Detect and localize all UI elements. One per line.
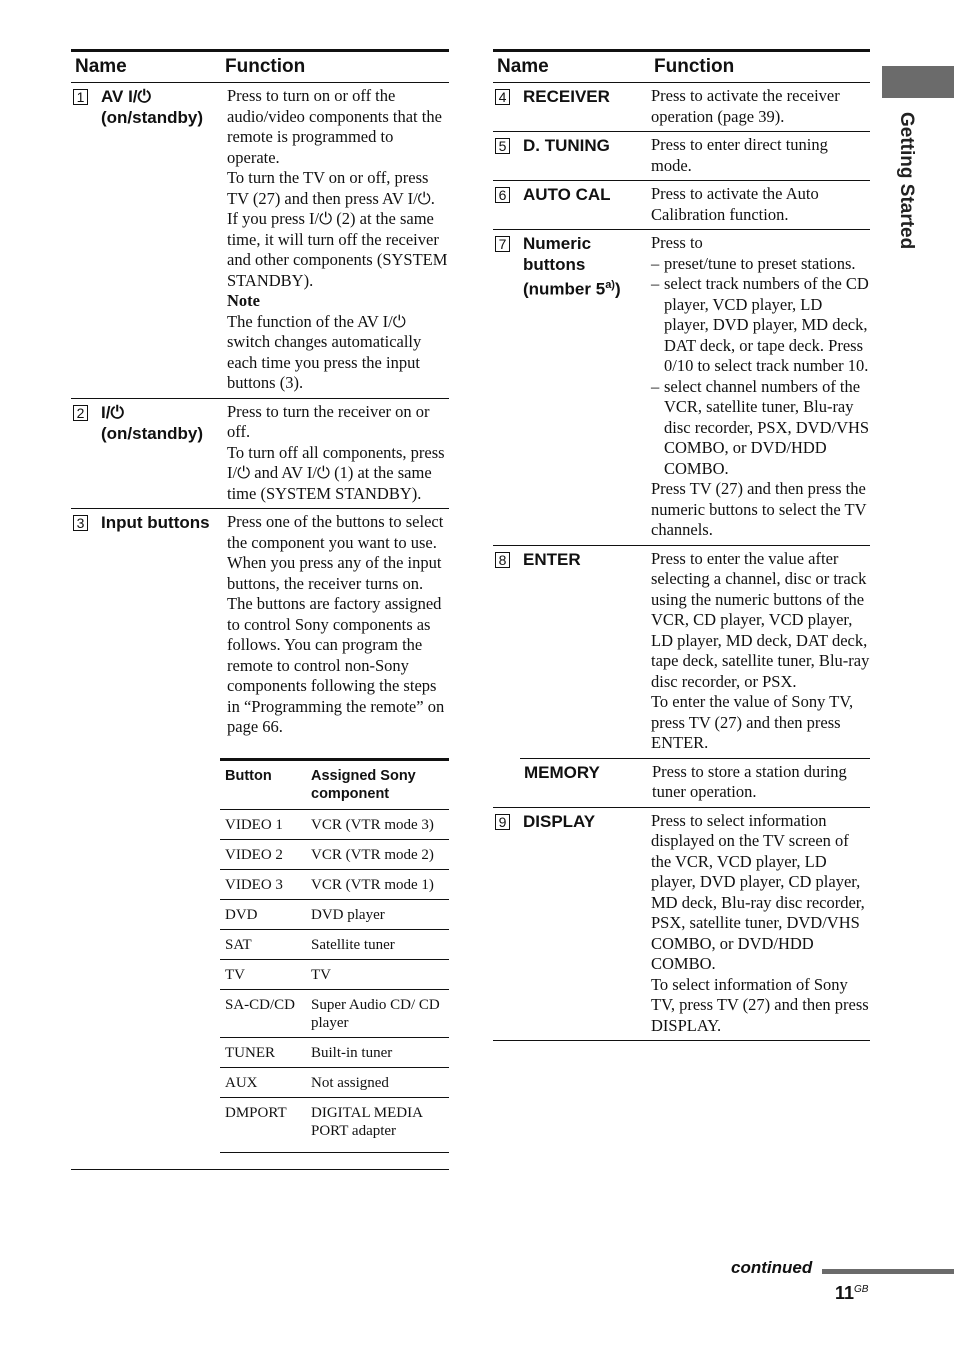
subtable-row [220,990,449,1038]
section-tab [882,66,954,98]
item-function [637,811,870,1037]
table-row [493,83,870,132]
callout-number: 8 [495,552,510,568]
subtable-header [220,758,449,810]
callout-number: 7 [495,236,510,252]
subtable-row [220,900,449,930]
function-text: Press TV (27) and then press the numeric buttons to select the TV channels. [651,479,867,539]
footnote-marker: a) [605,279,615,291]
bullet-item: – select channel numbers of the VCR, satellite tuner, Blu-ray disc recorder, PSX, DVD/VHS COMBO, or DVD/HDD COMBO. [651,376,870,478]
item-function [637,135,870,176]
callout-number: 6 [495,187,510,203]
left-table-header [71,49,449,83]
callout-number: 2 [73,405,88,421]
right-table-header [493,49,870,83]
item-name: MEMORY [524,762,600,782]
function-text: Press to enter the value after selecting a channel, disc or track using the numeric buttons of the VCR, CD player, VCD player, LD player, MD deck, DAT deck, tape deck, satellite tuner, Blu-ray disc recorder, or PSX. [651,548,870,691]
button-cell: SA-CD/CD [225,996,296,1013]
table-row [493,230,870,546]
function-text: Press to turn on or off the audio/video components that the remote is programmed to operate. [227,86,442,167]
callout-number: 5 [495,138,510,154]
subtable-row [220,960,449,990]
header-name: Name [75,56,127,77]
header-function: Function [225,56,306,77]
subtable-row [220,870,449,900]
component-cell: Not assigned [311,1074,389,1091]
component-cell: VCR (VTR mode 1) [311,876,434,893]
table-row [71,83,449,399]
function-text: To select information of Sony TV, press TV (27) and then press DISPLAY. [651,974,869,1035]
bullet-item: – select track numbers of the CD player, VCD player, LD player, DVD player, MD deck, DAT deck, or tape deck. Press 0/10 to select track number 10. [651,274,869,375]
callout-number: 4 [495,89,510,105]
button-cell: DMPORT [225,1104,287,1121]
item-function [637,549,870,754]
function-text: Press to turn the receiver on or off. [227,401,430,441]
button-cell: TUNER [225,1044,275,1061]
function-text: To turn the TV on or off, press TV (27) and then press AV I/⏻. [227,168,435,208]
table-row [71,509,449,1170]
bullet-text: preset/tune to preset stations. [664,253,856,273]
subtable-row [220,840,449,870]
function-text: Press to store a station during tuner operation. [652,761,847,801]
name-close: ) [614,279,621,299]
component-cell: VCR (VTR mode 3) [311,816,434,833]
button-cell: SAT [225,936,252,953]
function-text: To enter the value of Sony TV, press TV (27) and then press ENTER. [651,692,854,752]
item-name: D. TUNING [523,136,610,155]
component-cell: Built-in tuner [311,1044,393,1061]
bullet-text: select channel numbers of the VCR, satellite tuner, Blu-ray disc recorder, PSX, DVD/VHS COMBO, or DVD/HDD COMBO. [664,376,870,478]
subtable-header-component: Assigned Sony component [311,767,416,802]
button-cell: VIDEO 1 [225,816,283,833]
continued-bar [822,1269,954,1274]
bullet-item: – preset/tune to preset stations. [651,254,870,275]
button-cell: TV [225,966,245,983]
callout-number: 9 [495,814,510,830]
component-cell: DVD player [311,906,385,923]
item-function [638,762,870,803]
callout-number: 3 [73,515,88,531]
component-cell: TV [311,966,331,983]
item-function [221,86,449,394]
name-text: Numeric buttons (number 5 [523,234,606,299]
table-row [493,181,870,230]
note-label: Note [227,291,260,310]
table-row-memory [520,758,870,808]
function-text: Press to activate the Auto Calibration function. [651,184,819,224]
item-name: DISPLAY [523,811,596,831]
item-function [637,233,870,541]
page-number-value: 11 [835,1283,855,1303]
subtable-row [220,1068,449,1098]
button-cell: DVD [225,906,258,923]
component-cell: Satellite tuner [311,936,395,953]
item-name: I/⏻ (on/standby) [101,402,203,443]
note-text: The function of the AV I/⏻ switch changes automatically each time you press the input buttons (3). [227,311,422,392]
button-cell: AUX [225,1074,258,1091]
callout-number: 1 [73,89,88,105]
item-name: RECEIVER [523,87,610,106]
function-text: Press to select information displayed on the TV screen of the VCR, VCD player, LD player, DVD player, CD player, MD deck, Blu-ray disc recorder, PSX, satellite tuner, DVD/VHS COMBO, or DVD/HDD COMBO. [651,810,865,973]
component-cell: DIGITAL MEDIA PORT adapter [311,1104,423,1139]
item-function [221,402,449,505]
item-function [221,512,449,738]
function-text: If you press I/⏻ (2) at the same time, it will turn off the receiver and other components (SYSTEM STANDBY). [227,209,448,290]
subtable-row [220,810,449,840]
subtable-header-button: Button [225,767,272,784]
table-row [493,807,870,1042]
table-end-rule [71,1169,449,1170]
page-number [835,1283,868,1304]
table-row [493,546,870,758]
table-row [493,132,870,181]
button-cell: VIDEO 3 [225,876,283,893]
page-suffix: GB [854,1284,869,1295]
input-assignment-table [220,758,449,1153]
function-text: Press to activate the receiver operation (page 39). [651,86,840,126]
subtable-row [220,930,449,960]
component-cell: VCR (VTR mode 2) [311,846,434,863]
left-table [71,49,449,1170]
right-table [493,49,870,1041]
item-function [637,86,870,127]
table-row [71,399,449,510]
section-label: Getting Started [896,112,917,250]
function-text: Press to [651,233,703,252]
function-text: To turn off all components, press I/⏻ and AV I/⏻ (1) at the same time (SYSTEM STANDBY). [227,442,445,503]
subtable-row [220,1038,449,1068]
item-name: AUTO CAL [523,185,611,204]
continued-label: continued [731,1258,813,1277]
function-text: Press one of the buttons to select the component you want to use. When you press any of the input buttons, the receiver turns on. The buttons are factory assigned to control Sony components as follows. You can program the remote to control non-Sony components following the steps in “Programming the remote” on page 66. [227,512,445,736]
header-name: Name [497,56,549,77]
item-name [510,233,637,541]
subtable-row [220,1098,449,1153]
item-function [637,184,870,225]
bullet-text: select track numbers of the CD player, VCD player, LD player, DVD player, MD deck, DAT deck, or tape deck. Press 0/10 to select track number 10. [664,274,869,375]
item-name: Input buttons [101,513,210,532]
function-text: Press to enter direct tuning mode. [651,135,828,175]
button-cell: VIDEO 2 [225,846,283,863]
header-function: Function [654,56,735,77]
item-name: ENTER [523,549,581,569]
item-name: AV I/⏻ (on/standby) [101,87,203,127]
component-cell: Super Audio CD/ CD player [311,996,440,1031]
